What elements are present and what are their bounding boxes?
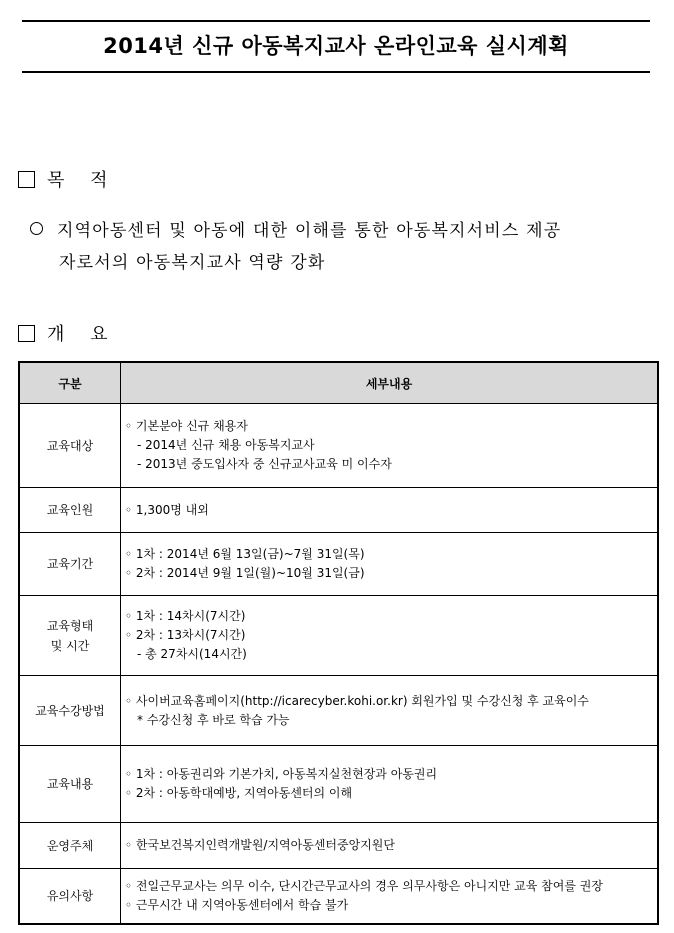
title-top-rule	[22, 20, 650, 22]
page-title: 2014년 신규 아동복지교사 온라인교육 실시계획	[103, 34, 569, 58]
row-category: 교육형태 및 시간	[19, 596, 121, 676]
section-purpose-heading: 목 적	[18, 166, 118, 192]
table-header-row	[19, 362, 658, 404]
row-detail: ◦ 1차 : 14차시(7시간) ◦ 2차 : 13차시(7시간) - 총 27차시(14시간)	[121, 596, 659, 676]
row-detail: ◦ 1,300명 내외	[121, 488, 659, 533]
row-category: 운영주체	[19, 823, 121, 869]
row-detail: ◦ 사이버교육홈페이지(http://icarecyber.kohi.or.kr) 회원가입 및 수강신청 후 교육이수 * 수강신청 후 바로 학습 가능	[121, 676, 659, 746]
row-category: 교육기간	[19, 533, 121, 596]
circle-bullet-icon	[30, 222, 43, 235]
table-row	[19, 533, 658, 596]
row-category: 교육수강방법	[19, 676, 121, 746]
checkbox-square-icon	[18, 171, 35, 188]
purpose-text	[30, 215, 660, 279]
row-category: 교육내용	[19, 746, 121, 823]
table-row	[19, 823, 658, 869]
row-detail: ◦ 1차 : 아동권리와 기본가치, 아동복지실천현장과 아동권리 ◦ 2차 : 아동학대예방, 지역아동센터의 이해	[121, 746, 659, 823]
row-category: 유의사항	[19, 869, 121, 924]
table-row	[19, 746, 658, 823]
row-detail: ◦ 전일근무교사는 의무 이수, 단시간근무교사의 경우 의무사항은 아니지만 교육 참여를 권장 ◦ 근무시간 내 지역아동센터에서 학습 불가	[121, 869, 659, 924]
purpose-line-1: 지역아동센터 및 아동에 대한 이해를 통한 아동복지서비스 제공	[57, 221, 562, 241]
title-bottom-rule	[22, 71, 650, 73]
table-row	[19, 404, 658, 488]
row-detail: ◦ 한국보건복지인력개발원/지역아동센터중앙지원단	[121, 823, 659, 869]
overview-table	[18, 361, 659, 925]
header-category: 구분	[19, 362, 121, 404]
row-detail: ◦ 기본분야 신규 채용자 - 2014년 신규 채용 아동복지교사 - 2013년 중도입사자 중 신규교사교육 미 이수자	[121, 404, 659, 488]
row-detail: ◦ 1차 : 2014년 6월 13일(금)~7월 31일(목) ◦ 2차 : 2014년 9월 1일(월)~10월 31일(금)	[121, 533, 659, 596]
purpose-line-2: 자로서의 아동복지교사 역량 강화	[59, 253, 326, 273]
row-category: 교육대상	[19, 404, 121, 488]
header-detail: 세부내용	[121, 362, 659, 404]
table-row	[19, 869, 658, 924]
section-overview-heading: 개 요	[18, 320, 118, 346]
table-row	[19, 488, 658, 533]
checkbox-square-icon	[18, 325, 35, 342]
table-row	[19, 676, 658, 746]
table-row	[19, 596, 658, 676]
row-category: 교육인원	[19, 488, 121, 533]
